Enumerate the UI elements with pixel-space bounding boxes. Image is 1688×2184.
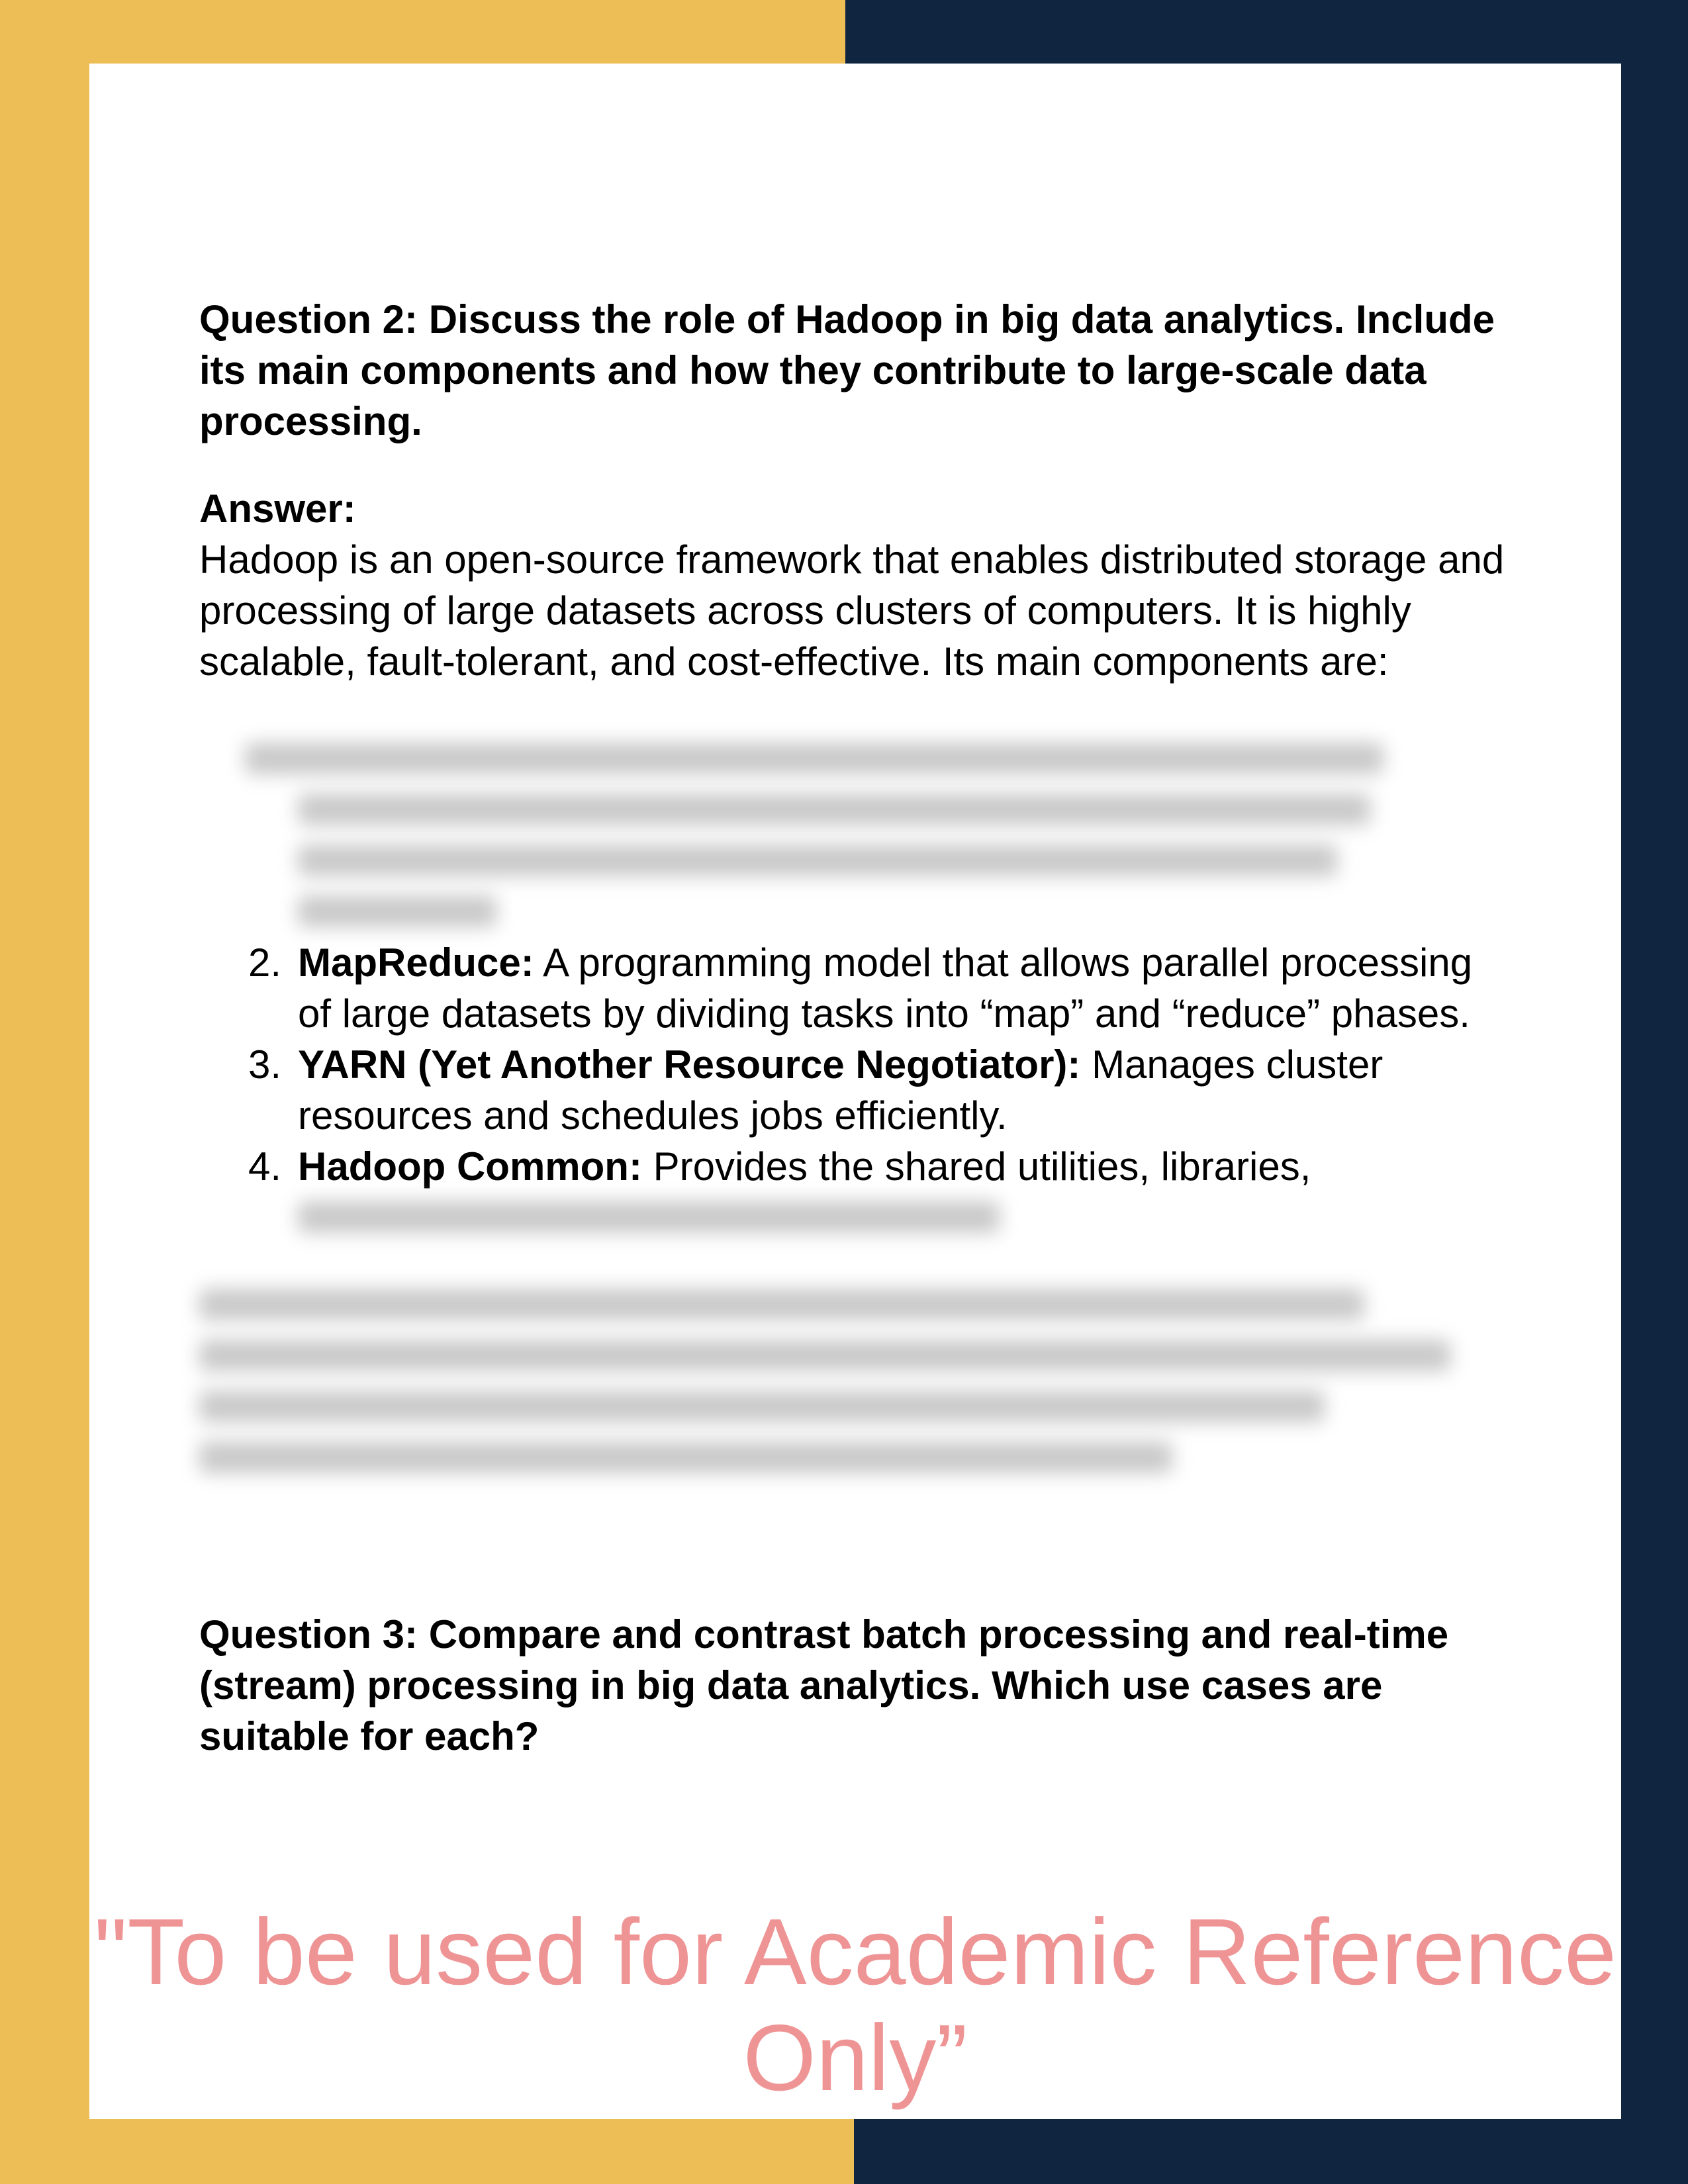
list-number: 4. (248, 1144, 282, 1189)
component-description: Provides the shared utilities, libraries, (641, 1144, 1311, 1189)
list-number: 3. (248, 1042, 282, 1087)
list-item-hadoop-common (248, 1141, 1510, 1192)
document-content (199, 294, 1510, 1762)
component-name: MapReduce: (298, 940, 534, 985)
component-description: A programming model that allows parallel processing of large datasets by dividing tasks into “map” and “reduce” phases. (298, 940, 1473, 1036)
answer-label: Answer: (199, 486, 356, 531)
component-name: YARN (Yet Another Resource Negotiator): (298, 1042, 1081, 1087)
list-item-mapreduce (248, 937, 1510, 1039)
blurred-list-continuation (199, 1192, 1510, 1243)
answer-intro: Hadoop is an open-source framework that enables distributed storage and processing of large datasets across clusters of computers. It is highly scalable, fault-tolerant, and cost-effective. Its main components are: (199, 537, 1505, 684)
blurred-conclusion-paragraph (199, 1279, 1510, 1483)
component-name: Hadoop Common: (298, 1144, 642, 1189)
question-3-heading: Question 3: Compare and contrast batch processing and real-time (stream) processing in big data analytics. Which use cases are suitable for each? (199, 1612, 1449, 1758)
question-2-heading: Question 2: Discuss the role of Hadoop in big data analytics. Include its main components and how they contribute to large-scale data processing. (199, 297, 1495, 443)
watermark: "To be used for Academic Reference Only” (93, 1899, 1617, 2111)
component-description: Manages cluster resources and schedules jobs efficiently. (298, 1042, 1383, 1138)
list-item-yarn (248, 1039, 1510, 1141)
blurred-list-item-1 (199, 733, 1510, 937)
list-number: 2. (248, 940, 282, 985)
